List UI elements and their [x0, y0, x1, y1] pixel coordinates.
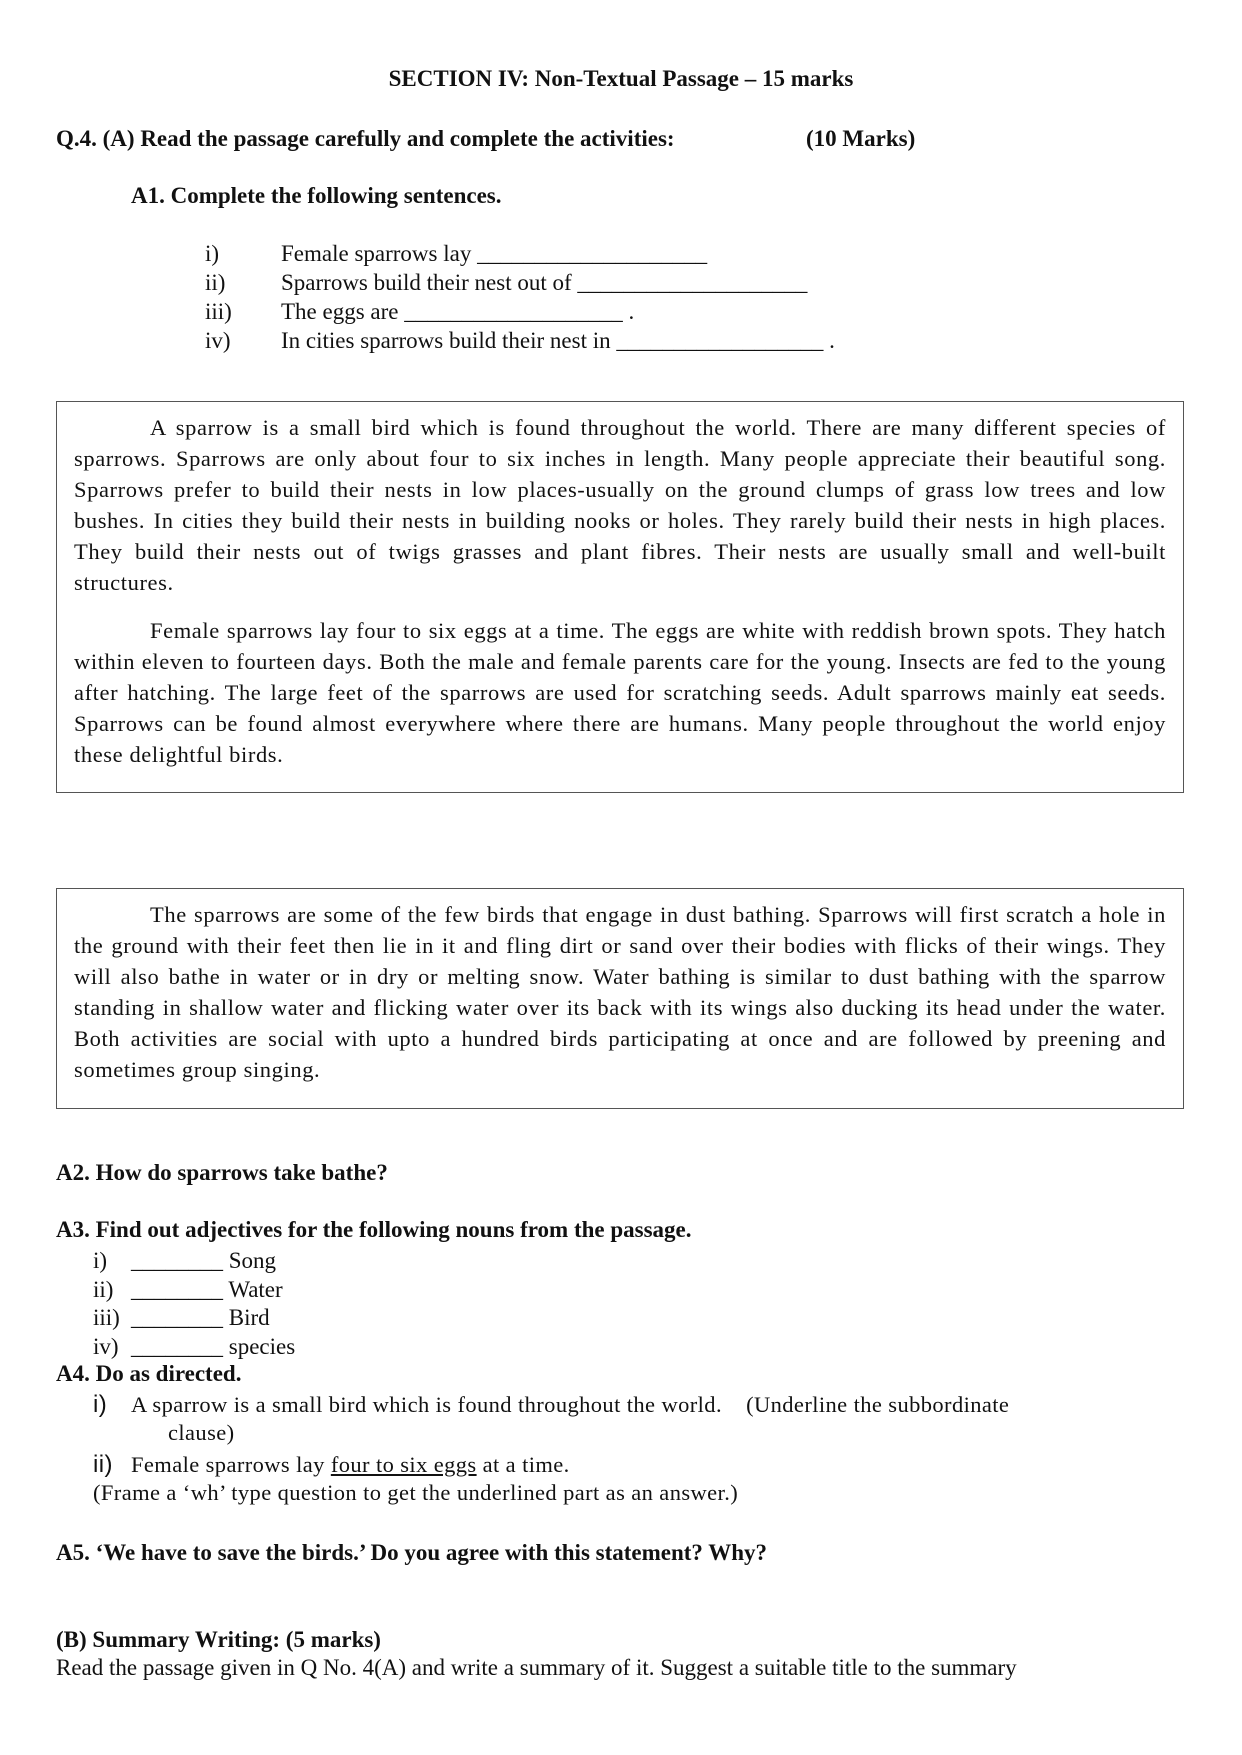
passage-box-1	[56, 401, 1184, 793]
list-item	[93, 1247, 295, 1276]
a2-question: A2. How do sparrows take bathe?	[56, 1160, 388, 1185]
a1-heading: A1. Complete the following sentences.	[131, 183, 502, 208]
item-number: i)	[205, 241, 220, 266]
list-item	[205, 239, 835, 268]
item-text: ________ species	[131, 1333, 296, 1359]
a4-item-1-instruction-cont: clause)	[168, 1420, 235, 1445]
list-item	[93, 1276, 295, 1305]
a4-item-2	[93, 1451, 738, 1507]
question-4-marks: (10 Marks)	[806, 126, 916, 151]
item-text: The eggs are ___________________ .	[281, 299, 635, 324]
list-item	[93, 1333, 295, 1362]
item-text: ________ Song	[131, 1248, 277, 1273]
item-number: ii)	[93, 1451, 113, 1478]
question-4-heading	[56, 126, 916, 152]
a5-text: . ‘We have to save the birds.’ Do you agree with this statement? Why?	[84, 1540, 768, 1565]
item-text: Female sparrows lay ____________________	[281, 241, 708, 266]
question-4-text: Q.4. (A) Read the passage carefully and complete the activities:	[56, 126, 675, 151]
a3-heading: A3. Find out adjectives for the following nouns from the passage.	[56, 1217, 692, 1242]
list-item	[205, 297, 835, 326]
list-item	[93, 1304, 295, 1333]
a5-label: A5	[56, 1540, 85, 1565]
passage-paragraph: The sparrows are some of the few birds that engage in dust bathing. Sparrows will first scratch a hole in the ground with their feet then lie in it and fling dirt or sand over their bodies with flicks of their wings. They will also bathe in water or in dry or melting snow. Water bathing is similar to dust bathing with the sparrow standing in shallow water and flicking water over its back with its wings also ducking its head under the water. Both activities are social with upto a hundred birds participating at once and are followed by preening and sometimes group singing.	[74, 902, 1166, 1082]
list-item	[205, 326, 835, 355]
a4-heading: A4. Do as directed.	[56, 1361, 242, 1386]
list-item	[205, 268, 835, 297]
a1-list	[205, 239, 835, 355]
item-number: i)	[93, 1391, 108, 1418]
a4-item-1-sentence: A sparrow is a small bird which is found throughout the world.	[131, 1392, 722, 1417]
a5-question	[56, 1540, 767, 1566]
a4-item-1	[93, 1391, 1193, 1447]
a3-list	[93, 1247, 295, 1361]
item-number: ii)	[93, 1276, 114, 1302]
item-text: ________ Water	[131, 1276, 283, 1302]
a4-item-2-after: at a time.	[476, 1452, 570, 1477]
section-title: SECTION IV: Non-Textual Passage – 15 marks	[388, 66, 854, 91]
item-number: iv)	[93, 1333, 119, 1359]
item-number: iv)	[205, 328, 231, 353]
passage-paragraph: Female sparrows lay four to six eggs at a time. The eggs are white with reddish brown spots. They hatch within eleven to fourteen days. Both the male and female parents care for the young. Insects are fed to the young after hatching. The large feet of the sparrows are used for scratching seeds. Adult sparrows mainly eat seeds. Sparrows can be found almost everywhere where there are humans. Many people throughout the world enjoy these delightful birds.	[74, 618, 1166, 767]
item-number: iii)	[93, 1305, 120, 1330]
item-number: iii)	[205, 299, 232, 324]
a4-item-1-instruction: (Underline the subbordinate	[746, 1392, 1010, 1417]
item-text: In cities sparrows build their nest in __________________ .	[281, 328, 835, 353]
item-text: Sparrows build their nest out of ____________________	[281, 270, 808, 295]
passage-box-2	[56, 888, 1184, 1109]
a4-item-2-before: Female sparrows lay	[131, 1452, 331, 1477]
summary-heading: (B) Summary Writing: (5 marks)	[56, 1627, 381, 1652]
item-text: ________ Bird	[131, 1305, 270, 1330]
a4-item-2-instruction: (Frame a ‘wh’ type question to get the underlined part as an answer.)	[93, 1480, 739, 1505]
item-number: ii)	[205, 270, 226, 295]
passage-paragraph: A sparrow is a small bird which is found throughout the world. There are many different species of sparrows. Sparrows are only about four to six inches in length. Many people appreciate their beautiful song. Sparrows prefer to build their nests in low places-usually on the ground clumps of grass low trees and low bushes. In cities they build their nests in building nooks or holes. They rarely build their nests in high places. They build their nests out of twigs grasses and plant fibres. Their nests are usually small and well-built structures.	[74, 415, 1166, 595]
item-number: i)	[93, 1248, 108, 1273]
a4-item-2-underlined: four to six eggs	[330, 1452, 477, 1477]
summary-instruction: Read the passage given in Q No. 4(A) and write a summary of it. Suggest a suitable title to the summary	[56, 1655, 1017, 1680]
